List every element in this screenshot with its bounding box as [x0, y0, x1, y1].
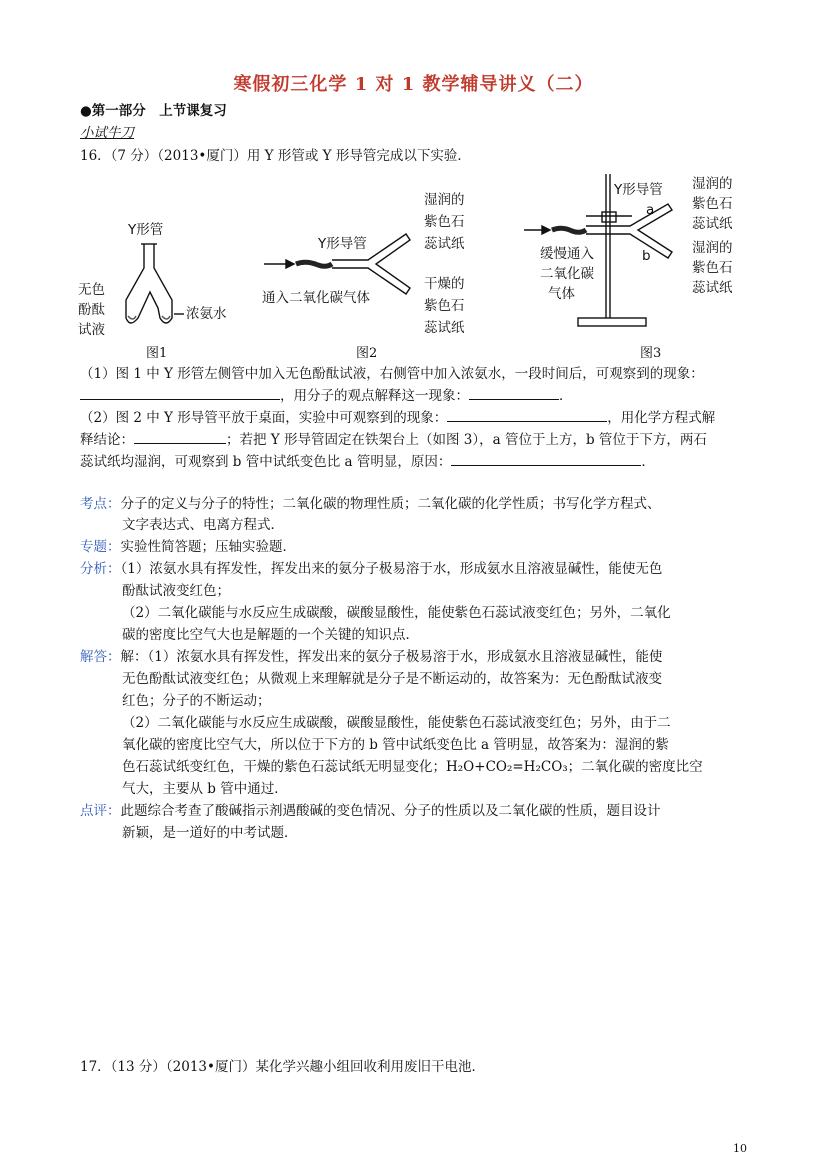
q16-part2-line1: [80, 407, 715, 429]
fenxi-text-1: （1）浓氨水具有挥发性，挥发出来的氨分子极易溶于水，形成氨水且溶液显碱性，能使无色: [120, 561, 663, 577]
y-tube-drawing: [126, 244, 184, 323]
dianping-line1: [80, 800, 661, 822]
jieda-label: 解答：: [80, 649, 121, 665]
fig1-left-label-2: 酚酞: [78, 302, 105, 318]
fig2-caption: 图2: [356, 346, 378, 361]
kaodian-label: 考点：: [80, 496, 121, 512]
dianping-text-1: 此题综合考查了酸碱指示剂遇酸碱的变色情况、分子的性质以及二氧化碳的性质，题目设计: [120, 803, 661, 819]
jieda-line2: 无色酚酞试液变红色；从微观上来理解就是分子是不断运动的，故答案为：无色酚酞试液变: [122, 671, 662, 687]
fig1-left-label-3: 试液: [78, 322, 105, 338]
answer-blank-4[interactable]: [134, 429, 226, 444]
fig3-gas-label-1: 缓慢通入: [540, 246, 594, 262]
jieda-line6: 色石蕊试纸变红色，干燥的紫色石蕊试纸无明显变化；H₂O+CO₂=H₂CO₃；二氧化碳的密度比空: [122, 759, 703, 775]
fig3-top-label-3: 蕊试纸: [692, 216, 733, 232]
fig3-tube-b-label: b: [642, 248, 651, 264]
q16-part2-end: ．: [641, 454, 655, 470]
jieda-line5: 氧化碳的密度比空气大，所以位于下方的 b 管中试纸变色比 a 管明显，故答案为：湿润的紫: [122, 737, 669, 753]
fig1-tube-label: Y形管: [128, 222, 164, 238]
fenxi-line3: （2）二氧化碳能与水反应生成碳酸，碳酸显酸性，能使紫色石蕊试液变红色；另外，二氧化: [122, 605, 671, 621]
q16-part1-line1: （1）图 1 中 Y 形管左侧管中加入无色酚酞试液，右侧管中加入浓氨水，一段时间后，可观察到的现象：: [80, 366, 704, 382]
figure-3: [520, 168, 750, 340]
answer-blank-3[interactable]: [447, 407, 607, 422]
fig3-top-label-2: 紫色石: [692, 196, 733, 212]
answer-blank-5[interactable]: [451, 451, 641, 466]
answer-blank-2[interactable]: [469, 385, 559, 400]
jieda-line3: 红色；分子的不断运动；: [122, 693, 271, 709]
sub-heading: 小试牛刀: [80, 125, 134, 141]
fig2-bottom-label-1: 干燥的: [424, 276, 465, 292]
fig3-bottom-label-3: 蕊试纸: [692, 280, 733, 296]
fig2-top-label-2: 紫色石: [424, 214, 465, 230]
zhuanti-text: 实验性简答题；压轴实验题．: [120, 539, 296, 555]
fig3-tube-label: Y形导管: [614, 182, 663, 198]
kaodian-line2: 文字表达式、电离方程式．: [122, 517, 284, 533]
fig2-gas-label: 通入二氧化碳气体: [262, 290, 370, 306]
q16-part2-line2: [80, 429, 707, 451]
fig3-tube-a-label: a: [646, 202, 655, 218]
fig3-bottom-label-1: 湿润的: [692, 240, 733, 256]
fig3-top-label-1: 湿润的: [692, 176, 733, 192]
kaodian-text-1: 分子的定义与分子的特性；二氧化碳的物理性质；二氧化碳的化学性质；书写化学方程式、: [120, 496, 661, 512]
figure-2: [260, 190, 500, 340]
q16-part2-cont: ，用化学方程式解: [607, 410, 716, 426]
fig1-left-label-1: 无色: [78, 282, 105, 298]
fig2-top-label-3: 蕊试纸: [424, 236, 465, 252]
figure-1: [78, 218, 248, 348]
dianping-line2: 新颖，是一道好的中考试题．: [122, 825, 298, 841]
jieda-text-1: 解：（1）浓氨水具有挥发性，挥发出来的氨分子极易溶于水，形成氨水且溶液显碱性，能使: [120, 649, 663, 665]
q16-part2-equation-prompt: 释结论：: [80, 432, 134, 448]
question-17-stem: 17．（13 分）（2013•厦门）某化学兴趣小组回收利用废旧干电池．: [80, 1059, 485, 1075]
fig3-caption: 图3: [640, 346, 662, 361]
fig1-right-label: 浓氨水: [186, 306, 227, 322]
q16-part1-line2: [80, 385, 573, 407]
jieda-line7: 气大，主要从 b 管中通过．: [122, 781, 288, 797]
dianping-label: 点评：: [80, 803, 121, 819]
jieda-line4: （2）二氧化碳能与水反应生成碳酸，碳酸显酸性，能使紫色石蕊试液变红色；另外，由于二: [122, 715, 671, 731]
fig3-bottom-label-2: 紫色石: [692, 260, 733, 276]
fig3-gas-label-2: 二氧化碳: [540, 266, 594, 282]
kaodian-line1: [80, 493, 661, 515]
fenxi-line2: 酚酞试液变红色；: [122, 583, 230, 599]
q16-part1-prompt: ，用分子的观点解释这一现象：: [280, 388, 469, 404]
fig1-caption: 图1: [146, 346, 168, 361]
question-16-stem: 16．（7 分）（2013•厦门）用 Y 形管或 Y 形导管完成以下实验．: [80, 148, 471, 164]
fig2-tube-label: Y形导管: [318, 236, 367, 252]
fenxi-line4: 碳的密度比空气大也是解题的一个关键的知识点．: [122, 627, 419, 643]
q16-part2-line3: [80, 451, 655, 473]
q16-part1-end: ．: [559, 388, 573, 404]
zhuanti-label: 专题：: [80, 539, 121, 555]
q16-part2-cont2: ；若把 Y 形导管固定在铁架台上（如图 3），a 管位于上方，b 管位于下方，两石: [226, 432, 707, 448]
fenxi-label: 分析：: [80, 561, 121, 577]
fig2-bottom-label-2: 紫色石: [424, 298, 465, 314]
page-number: 10: [733, 1142, 747, 1155]
fig2-bottom-label-3: 蕊试纸: [424, 320, 465, 336]
q16-part2-reason-prompt: 蕊试纸均湿润，可观察到 b 管中试纸变色比 a 管明显，原因：: [80, 454, 452, 470]
section-heading: ●第一部分 上节课复习: [80, 103, 227, 119]
page-title: 寒假初三化学 1 对 1 教学辅导讲义（二）: [233, 74, 594, 95]
answer-blank-1[interactable]: [80, 385, 280, 400]
jieda-line1: [80, 646, 662, 668]
fenxi-line1: [80, 558, 662, 580]
zhuanti-line: [80, 536, 296, 558]
q16-part2-prompt: （2）图 2 中 Y 形导管平放于桌面，实验中可观察到的现象：: [80, 410, 448, 426]
fig2-top-label-1: 湿润的: [424, 192, 465, 208]
fig3-gas-label-3: 气体: [548, 286, 575, 302]
